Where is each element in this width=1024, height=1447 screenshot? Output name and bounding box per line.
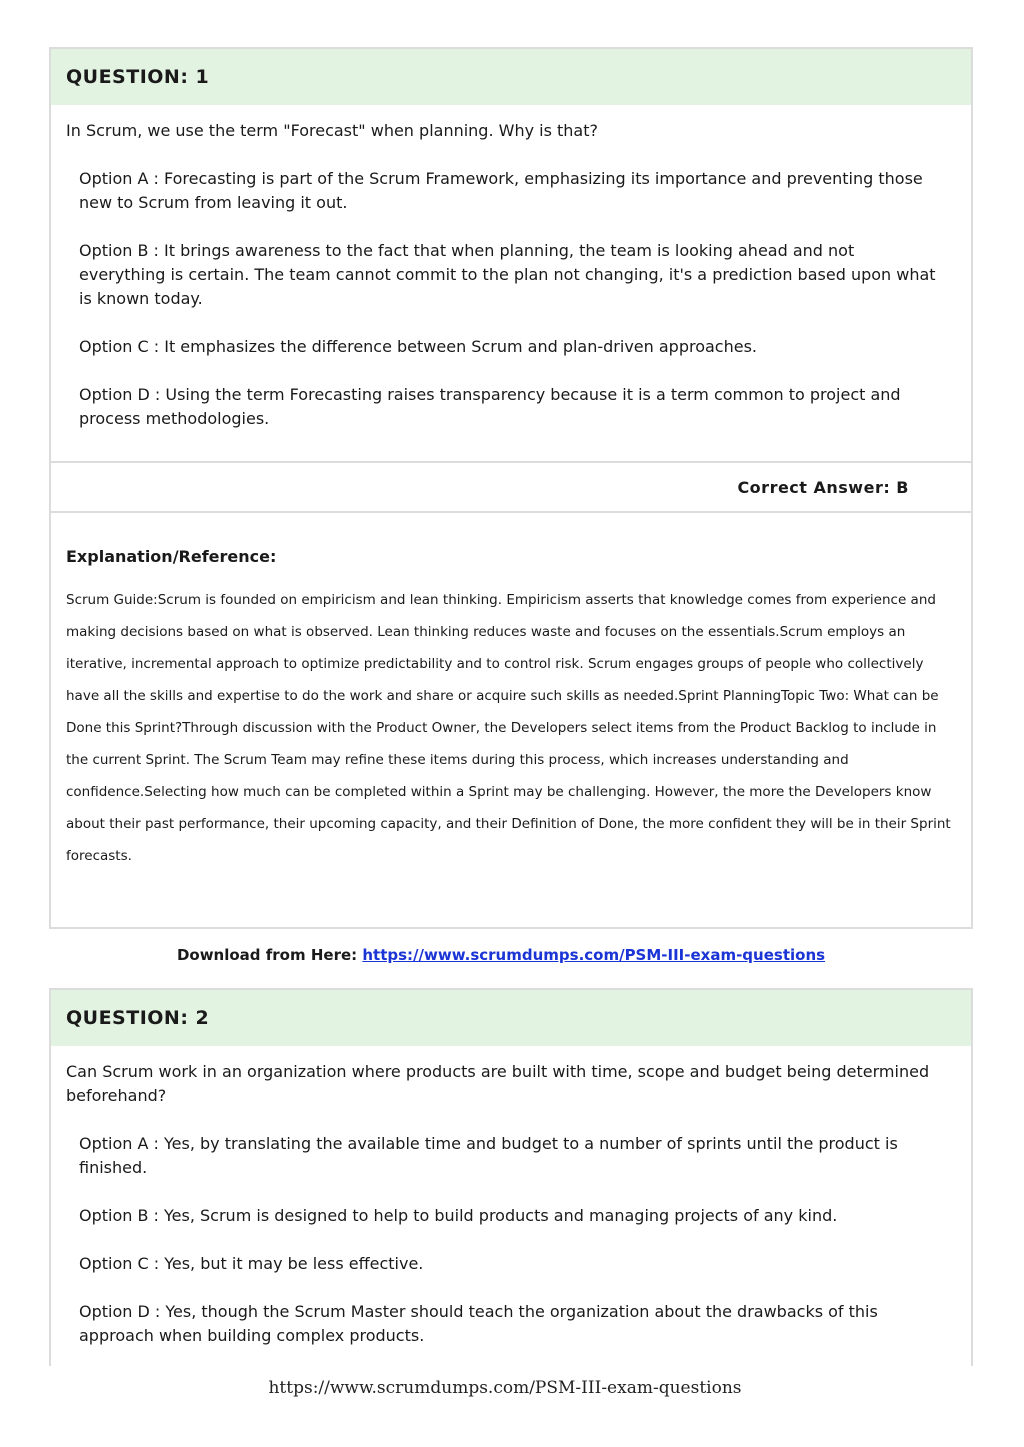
option-b: Option B : It brings awareness to the fact that when planning, the team is looking ahead and not everything is certain. The team cannot commit to the plan not changing, it's a prediction based upon what is known today. bbox=[79, 241, 936, 308]
question-header: QUESTION: 1 bbox=[51, 49, 971, 105]
question-text: In Scrum, we use the term "Forecast" when planning. Why is that? bbox=[66, 121, 598, 140]
option-b: Option B : Yes, Scrum is designed to help to build products and managing projects of any kind. bbox=[79, 1206, 838, 1225]
options-list bbox=[51, 1108, 971, 1348]
option-c: Option C : It emphasizes the difference between Scrum and plan-driven approaches. bbox=[79, 337, 758, 356]
options-list bbox=[51, 143, 971, 431]
option-a: Option A : Forecasting is part of the Scrum Framework, emphasizing its importance and preventing those new to Scrum from leaving it out. bbox=[79, 169, 923, 212]
question-header: QUESTION: 2 bbox=[51, 990, 971, 1046]
download-link[interactable]: https://www.scrumdumps.com/PSM-III-exam-questions bbox=[362, 946, 826, 964]
option-d: Option D : Using the term Forecasting raises transparency because it is a term common to project and process methodologies. bbox=[79, 385, 901, 428]
question-card-2 bbox=[49, 988, 973, 1408]
option-d: Option D : Yes, though the Scrum Master should teach the organization about the drawbacks of this approach when building complex products. bbox=[79, 1302, 878, 1345]
question-card-1 bbox=[49, 47, 973, 929]
correct-answer: Correct Answer: B bbox=[51, 461, 971, 513]
download-line bbox=[0, 946, 1002, 964]
explanation-title: Explanation/Reference: bbox=[66, 547, 277, 566]
option-a: Option A : Yes, by translating the available time and budget to a number of sprints until the product is finished. bbox=[79, 1134, 898, 1177]
option-c: Option C : Yes, but it may be less effective. bbox=[79, 1254, 424, 1273]
download-label: Download from Here: bbox=[176, 946, 358, 964]
explanation-body: Scrum Guide:Scrum is founded on empiricism and lean thinking. Empiricism asserts that knowledge comes from experience and making decisions based on what is observed. Lean thinking reduces waste and focuses on the essentials.Scrum employs an iterative, incremental approach to optimize predictability and to control risk. Scrum engages groups of people who collectively have all the skills and expertise to do the work and share or acquire such skills as needed.Sprint PlanningTopic Two: What can be Done this Sprint?Through discussion with the Product Owner, the Developers select items from the Product Backlog to include in the current Sprint. The Scrum Team may refine these items during this process, which increases understanding and confidence.Selecting how much can be completed within a Sprint may be challenging. However, the more the Developers know about their past performance, their upcoming capacity, and their Definition of Done, the more confident they will be in their Sprint forecasts. bbox=[66, 592, 951, 864]
page-footer-url: https://www.scrumdumps.com/PSM-III-exam-questions bbox=[268, 1378, 742, 1398]
question-text: Can Scrum work in an organization where products are built with time, scope and budget being determined beforehand? bbox=[66, 1062, 930, 1105]
